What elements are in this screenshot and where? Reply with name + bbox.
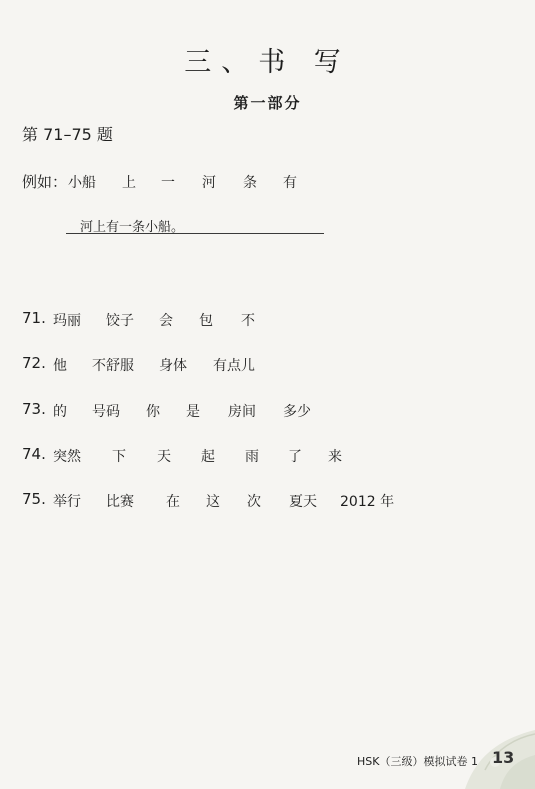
word-card: 包 xyxy=(199,313,213,329)
word-card: 2012 年 xyxy=(340,494,395,510)
word-card: 举行 xyxy=(53,494,81,510)
word-card: 夏天 xyxy=(289,494,317,510)
word-card: 是 xyxy=(186,404,200,420)
word-card: 不 xyxy=(241,313,255,329)
question-number: 72. xyxy=(22,354,46,372)
footer-book-title: HSK（三级）模拟试卷 1 xyxy=(357,755,478,768)
word-card: 有点儿 xyxy=(213,358,255,374)
word-card: 多少 xyxy=(283,404,311,420)
word-card: 你 xyxy=(146,404,160,420)
word-card: 在 xyxy=(166,494,180,510)
example-answer-line xyxy=(66,216,324,234)
question-number: 75. xyxy=(22,490,46,508)
word-card: 号码 xyxy=(92,404,120,420)
word-card: 不舒服 xyxy=(92,358,134,374)
example-word: 小船 xyxy=(68,175,96,191)
word-card: 饺子 xyxy=(106,313,134,329)
word-card: 房间 xyxy=(228,404,256,420)
example-word: 一 xyxy=(161,175,175,191)
example-word: 上 xyxy=(122,175,136,191)
word-card: 突然 xyxy=(53,449,81,465)
question-number: 71. xyxy=(22,309,46,327)
example-word: 条 xyxy=(243,175,257,191)
example-word: 有 xyxy=(283,175,297,191)
page-number: 13 xyxy=(492,748,515,767)
word-card: 了 xyxy=(288,449,302,465)
section-title: 三、书 写 xyxy=(184,47,351,78)
example-word: 河 xyxy=(202,175,216,191)
example-label: 例如： xyxy=(22,173,68,191)
word-card: 下 xyxy=(112,449,126,465)
word-card: 来 xyxy=(328,449,342,465)
word-card: 雨 xyxy=(245,449,259,465)
question-range: 第 71–75 题 xyxy=(22,125,113,144)
word-card: 身体 xyxy=(159,358,187,374)
word-card: 这 xyxy=(206,494,220,510)
word-card: 次 xyxy=(247,494,261,510)
word-card: 会 xyxy=(159,313,173,329)
word-card: 玛丽 xyxy=(53,313,81,329)
leaf-decoration-icon xyxy=(455,700,535,789)
word-card: 他 xyxy=(53,358,67,374)
word-card: 起 xyxy=(201,449,215,465)
word-card: 天 xyxy=(157,449,171,465)
question-number: 74. xyxy=(22,445,46,463)
question-number: 73. xyxy=(22,400,46,418)
word-card: 的 xyxy=(53,404,67,420)
example-answer: 河上有一条小船。 xyxy=(80,220,185,235)
word-card: 比赛 xyxy=(106,494,134,510)
part-title: 第一部分 xyxy=(233,94,302,112)
